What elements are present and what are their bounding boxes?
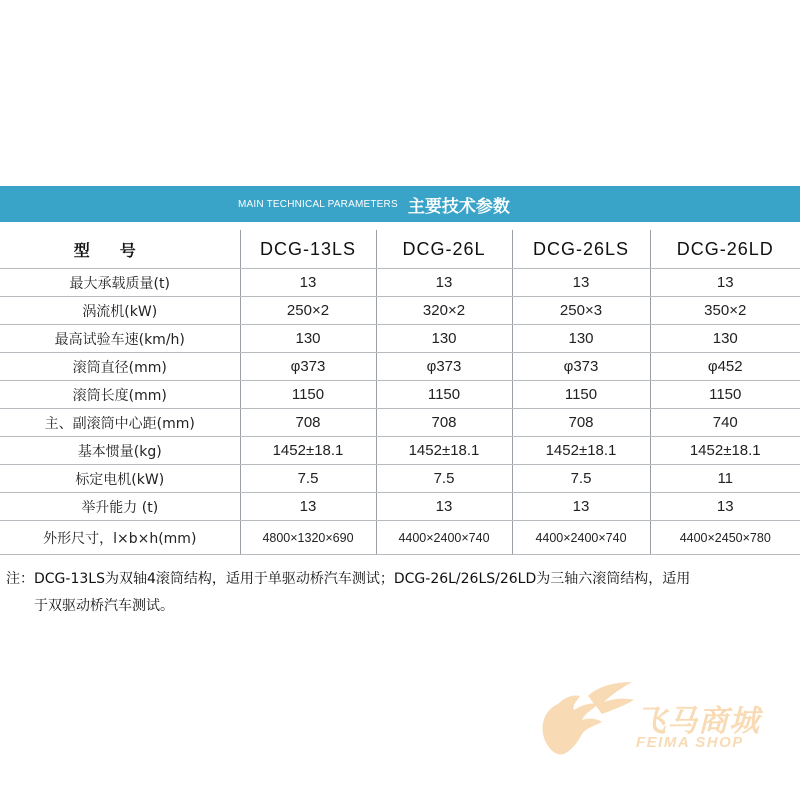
parameter-value: 708 (376, 409, 512, 437)
parameter-value: φ373 (240, 353, 376, 381)
parameter-value: 320×2 (376, 297, 512, 325)
parameter-value: 13 (376, 493, 512, 521)
technical-parameters-table (0, 230, 800, 555)
parameter-label: 基本惯量(kg) (0, 437, 240, 465)
feima-shop-watermark (528, 676, 778, 766)
parameter-value: 4400×2400×740 (512, 521, 650, 555)
parameter-value: 1452±18.1 (512, 437, 650, 465)
parameter-label: 举升能力 (t) (0, 493, 240, 521)
model-column-header: 型号 (0, 230, 240, 269)
parameter-value: 13 (240, 493, 376, 521)
model-header: DCG-26L (376, 230, 512, 269)
parameter-value: 130 (512, 325, 650, 353)
table-row (0, 493, 800, 521)
parameter-value: φ373 (512, 353, 650, 381)
parameter-value: 1150 (240, 381, 376, 409)
section-title-en: MAIN TECHNICAL PARAMETERS (238, 198, 398, 210)
footnote (6, 566, 800, 620)
parameter-value: 708 (512, 409, 650, 437)
parameter-value: 1452±18.1 (650, 437, 800, 465)
footnote-line: 于双驱动桥汽车测试。 (34, 598, 174, 614)
parameter-value: 130 (376, 325, 512, 353)
parameter-value: 1150 (376, 381, 512, 409)
parameter-value: 4400×2450×780 (650, 521, 800, 555)
model-header: DCG-26LD (650, 230, 800, 269)
parameter-value: 130 (240, 325, 376, 353)
table-row (0, 325, 800, 353)
section-header-banner (0, 186, 800, 222)
parameter-value: 130 (650, 325, 800, 353)
parameter-label: 最大承载质量(t) (0, 269, 240, 297)
parameter-value: 1452±18.1 (240, 437, 376, 465)
parameter-label: 滚筒长度(mm) (0, 381, 240, 409)
parameter-label: 标定电机(kW) (0, 465, 240, 493)
parameter-value: 1452±18.1 (376, 437, 512, 465)
table-row (0, 353, 800, 381)
parameter-value: 7.5 (240, 465, 376, 493)
table-row (0, 269, 800, 297)
watermark-cn: 飞马商城 (636, 704, 760, 739)
parameter-label: 涡流机(kW) (0, 297, 240, 325)
parameter-label: 外形尺寸，l×b×h(mm) (0, 521, 240, 555)
parameter-value: 4800×1320×690 (240, 521, 376, 555)
table-row (0, 297, 800, 325)
model-header: DCG-26LS (512, 230, 650, 269)
parameter-label: 最高试验车速(km/h) (0, 325, 240, 353)
table-row (0, 437, 800, 465)
parameter-value: 4400×2400×740 (376, 521, 512, 555)
table-body (0, 269, 800, 555)
table-row (0, 381, 800, 409)
parameter-value: 1150 (512, 381, 650, 409)
parameter-value: 350×2 (650, 297, 800, 325)
watermark-en: FEIMA SHOP (636, 734, 744, 751)
winged-horse-logo-icon (528, 676, 638, 766)
parameter-value: 740 (650, 409, 800, 437)
table-header-row (0, 230, 800, 269)
parameter-value: 13 (240, 269, 376, 297)
parameter-value: φ452 (650, 353, 800, 381)
parameter-value: 250×3 (512, 297, 650, 325)
parameter-label: 主、副滚筒中心距(mm) (0, 409, 240, 437)
parameter-value: φ373 (376, 353, 512, 381)
table-row (0, 521, 800, 555)
parameter-value: 7.5 (512, 465, 650, 493)
parameter-value: 250×2 (240, 297, 376, 325)
parameter-value: 1150 (650, 381, 800, 409)
footnote-line: 注：DCG-13LS为双轴4滚筒结构，适用于单驱动桥汽车测试；DCG-26L/26LS/26LD为三轴六滚筒结构，适用 (6, 571, 691, 587)
parameter-label: 滚筒直径(mm) (0, 353, 240, 381)
parameter-value: 13 (650, 493, 800, 521)
parameter-value: 13 (512, 493, 650, 521)
table-row (0, 409, 800, 437)
model-header: DCG-13LS (240, 230, 376, 269)
parameter-value: 13 (512, 269, 650, 297)
table-row (0, 465, 800, 493)
parameter-value: 7.5 (376, 465, 512, 493)
section-title-cn: 主要技术参数 (407, 196, 510, 217)
parameter-value: 708 (240, 409, 376, 437)
parameter-value: 13 (650, 269, 800, 297)
parameter-value: 13 (376, 269, 512, 297)
parameter-value: 11 (650, 465, 800, 493)
